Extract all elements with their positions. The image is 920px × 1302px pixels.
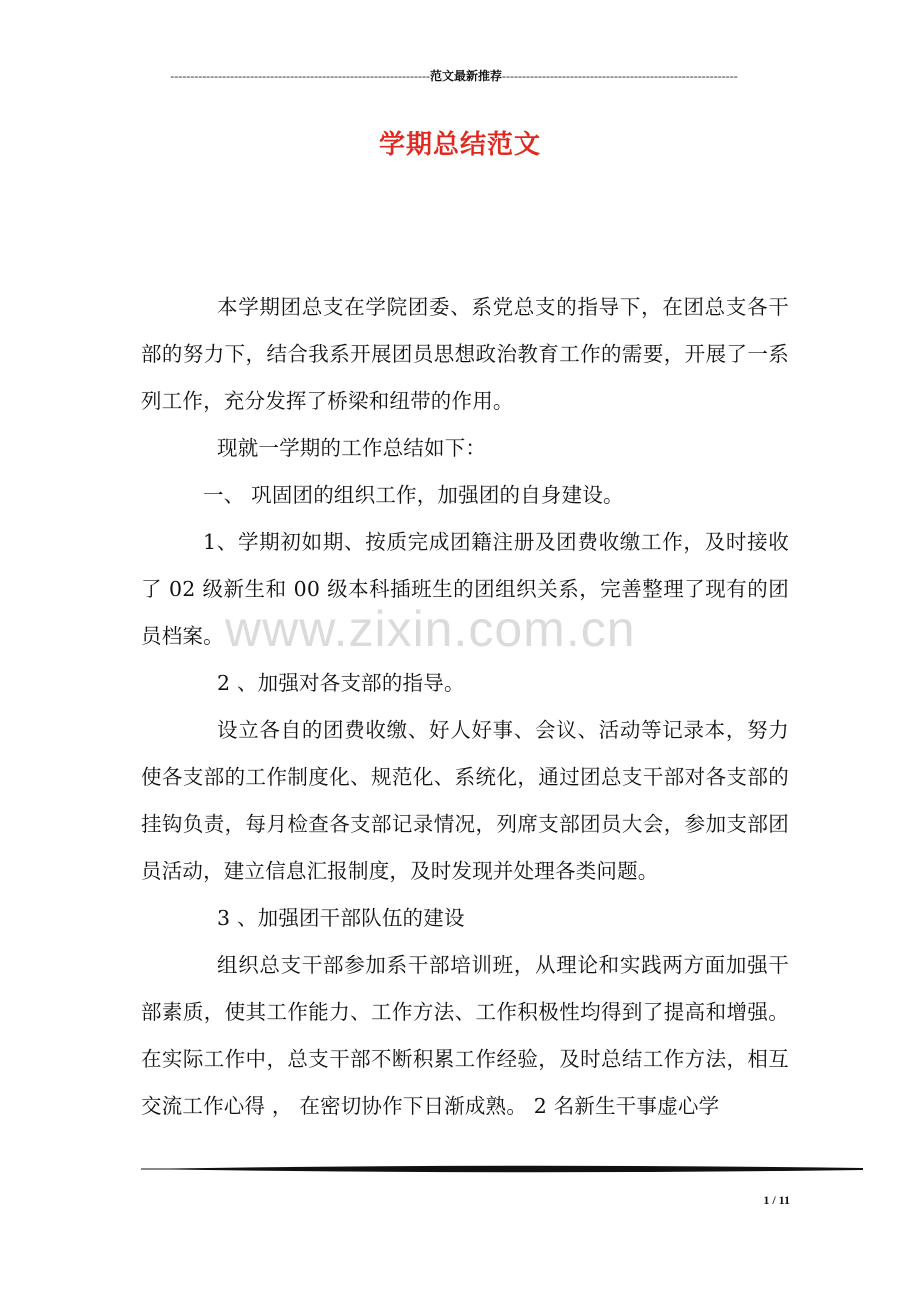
paragraph-item-3: 组织总支干部参加系干部培训班，从理论和实践两方面加强干部素质，使其工作能力、工作方法、工作积极性均得到了提高和增强。在实际工作中，总支干部不断积累工作经验，及时总结工作方法，相互交流工作心得 ， 在密切协作下日渐成熟。 2 名新生干事虚心学 <box>141 953 789 1118</box>
document-body <box>141 284 789 1130</box>
paragraph-item-2: 设立各自的团费收缴、好人好事、会议、活动等记录本，努力使各支部的工作制度化、规范化、系统化，通过团总支干部对各支部的挂钩负责，每月检查各支部记录情况，列席支部团员大会，参加支部团员活动，建立信息汇报制度，及时发现并处理各类问题。 <box>141 718 789 883</box>
paragraph-summary-lead: 现就一学期的工作总结如下： <box>217 436 487 460</box>
header-dashes-right: ----------------------------------------------------------- <box>501 69 738 83</box>
subheading-item-3: 3 、加强团干部队伍的建设 <box>217 906 465 930</box>
header-text: 范文最新推荐 <box>429 69 502 83</box>
subheading-item-2: 2 、加强对各支部的指导。 <box>217 671 465 695</box>
section-heading-1: 一、 巩固团的组织工作，加强团的自身建设。 <box>203 483 624 507</box>
header-dashes-left: ----------------------------------------------------------------- <box>170 69 430 83</box>
watermark: www.zixin.com.cn <box>225 601 636 657</box>
document-title: 学期总结范文 <box>378 130 541 160</box>
footer-rule <box>141 1164 863 1174</box>
page-header <box>140 68 768 84</box>
paragraph-item-1: 1、学期初如期、按质完成团籍注册及团费收缴工作，及时接收了 02 级新生和 00 级本科插班生的团组织关系，完善整理了现有的团员档案。 <box>141 530 789 648</box>
paragraph-intro: 本学期团总支在学院团委、系党总支的指导下，在团总支各干部的努力下，结合我系开展团员思想政治教育工作的需要，开展了一系列工作，充分发挥了桥梁和纽带的作用。 <box>141 295 789 413</box>
page-number: 1 / 11 <box>763 1193 790 1207</box>
